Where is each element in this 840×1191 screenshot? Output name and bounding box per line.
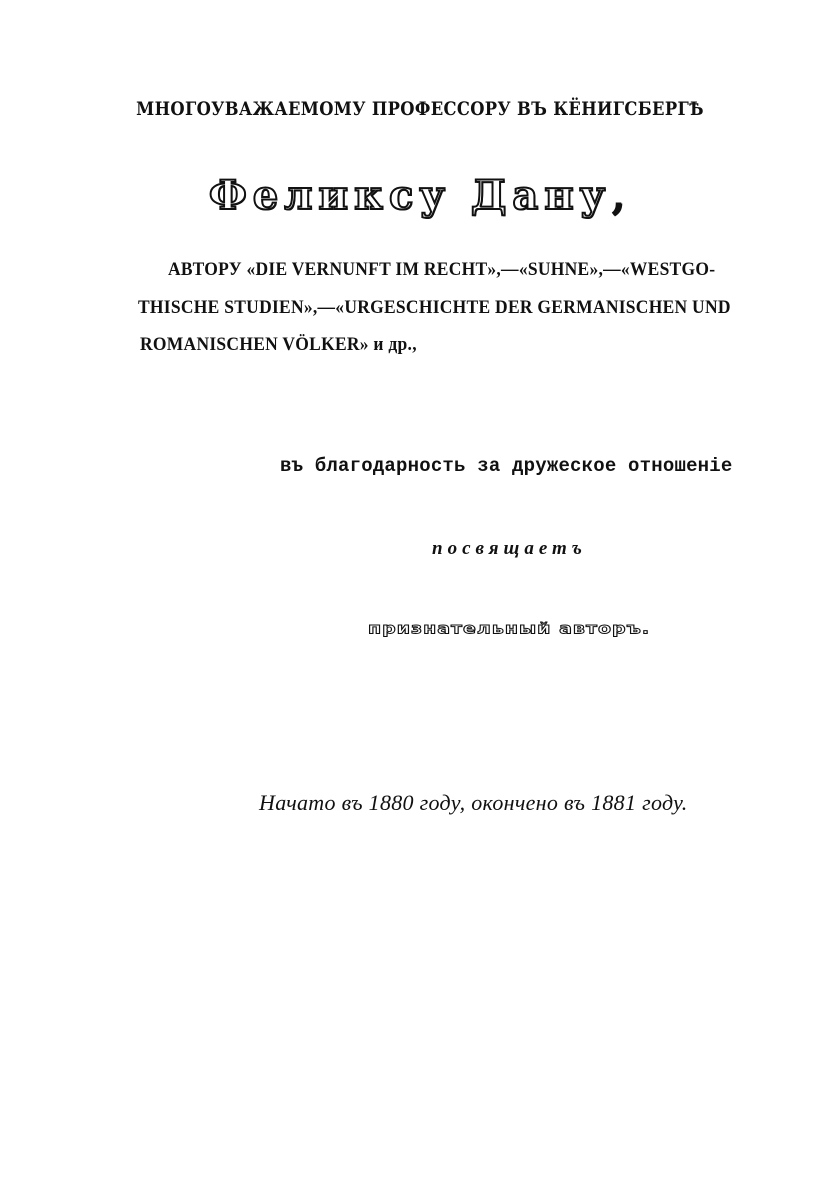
- dedication-heading: МНОГОУВАЖАЕМОМУ ПРОФЕССОРУ ВЪ КЁНИГСБЕРГѢ: [136, 98, 704, 120]
- gratitude-line: въ благодарность за дружеское отношеніе: [280, 455, 733, 477]
- dedicates-line: посвящаетъ: [432, 538, 587, 559]
- dates-line: Начато въ 1880 году, окончено въ 1881 году.: [259, 790, 688, 815]
- dedicatee-name-text: Феликсу Дану: [208, 172, 612, 219]
- dedicatee-name-comma: ,: [611, 172, 632, 219]
- author-works-line-3: ROMANISCHEN VÖLKER» и др.,: [140, 334, 417, 355]
- author-works-line-1: АВТОРУ «DIE VERNUNFT IM RECHT»,—«SUHNE»,—«WESTGO-: [168, 259, 716, 280]
- grateful-author-signature: признательный авторъ.: [368, 620, 651, 638]
- dedicatee-name: [0, 172, 840, 219]
- author-works-line-2: THISCHE STUDIEN»,—«URGESCHICHTE DER GERMANISCHEN UND: [138, 297, 731, 318]
